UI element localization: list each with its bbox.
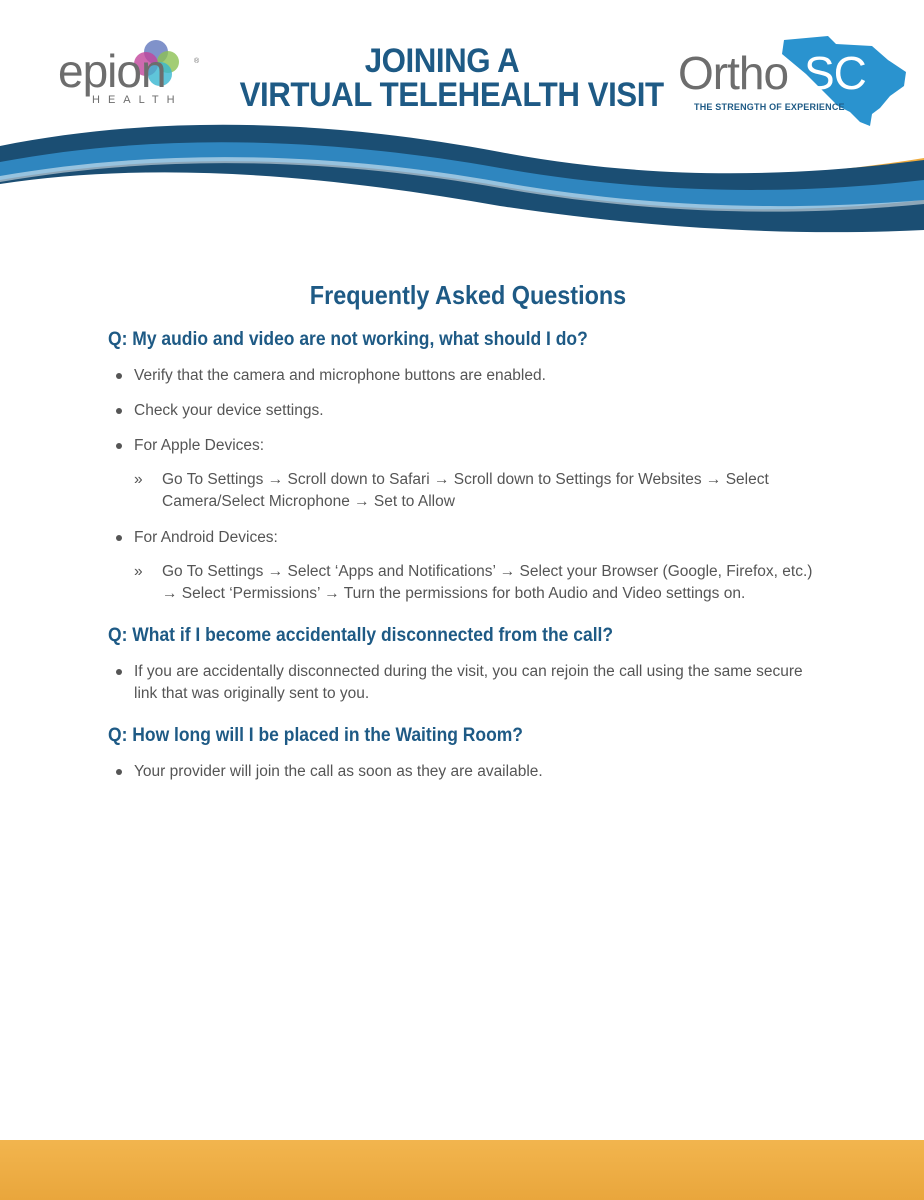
footer-band [0, 1140, 924, 1200]
list-item: If you are accidentally disconnected during the visit, you can rejoin the call using the same secure link that was originally sent to you. [108, 661, 828, 705]
list-item: Your provider will join the call as soon as they are available. [108, 761, 828, 783]
list-item: Check your device settings. [108, 400, 828, 422]
list-item: For Android Devices: [108, 527, 828, 549]
sc-wordmark: SC [804, 47, 866, 99]
list-item: Verify that the camera and microphone buttons are enabled. [108, 365, 828, 387]
answer-list [108, 527, 828, 549]
orthosc-logo [676, 34, 910, 128]
epion-health-logo [58, 36, 208, 116]
page-header [0, 0, 924, 240]
epion-subtitle: HEALTH [92, 94, 183, 106]
faq-item-disconnected [108, 625, 828, 705]
sub-item-text: Go To Settings → Scroll down to Safari → Scroll down to Settings for Websites → Select Camera/Select Microphone → Set to Allow [162, 471, 769, 510]
answer-list [108, 761, 828, 783]
ortho-wordmark: Ortho [678, 47, 789, 99]
question-audio-video: Q: My audio and video are not working, what should I do? [108, 329, 588, 350]
page-title [239, 42, 664, 114]
sub-bullet-marker: » [134, 471, 143, 488]
question-waiting-room: Q: How long will I be placed in the Waiting Room? [108, 725, 523, 746]
orthosc-tagline: THE STRENGTH OF EXPERIENCE [694, 102, 845, 112]
faq-content [108, 280, 828, 803]
apple-settings-steps [108, 469, 828, 513]
title-line-2: VIRTUAL TELEHEALTH VISIT [239, 76, 664, 114]
android-settings-steps [108, 561, 828, 605]
faq-heading: Frequently Asked Questions [309, 280, 627, 310]
epion-wordmark: epion [58, 45, 166, 97]
sub-item-text: Go To Settings → Select ‘Apps and Notifications’ → Select your Browser (Google, Firefox, etc.) → Select ‘Permissions’ → Turn the permissions for both Audio and Video settings on. [162, 563, 813, 602]
title-line-1: JOINING A [364, 42, 520, 80]
faq-item-audio-video [108, 329, 828, 605]
header-swoosh-decoration [0, 120, 924, 250]
answer-list [108, 365, 828, 457]
faq-item-waiting-room [108, 725, 828, 783]
sub-bullet-marker: » [134, 563, 143, 580]
list-item: For Apple Devices: [108, 435, 828, 457]
question-disconnected: Q: What if I become accidentally disconnected from the call? [108, 625, 614, 646]
answer-list [108, 661, 828, 705]
registered-mark: ® [194, 58, 200, 65]
